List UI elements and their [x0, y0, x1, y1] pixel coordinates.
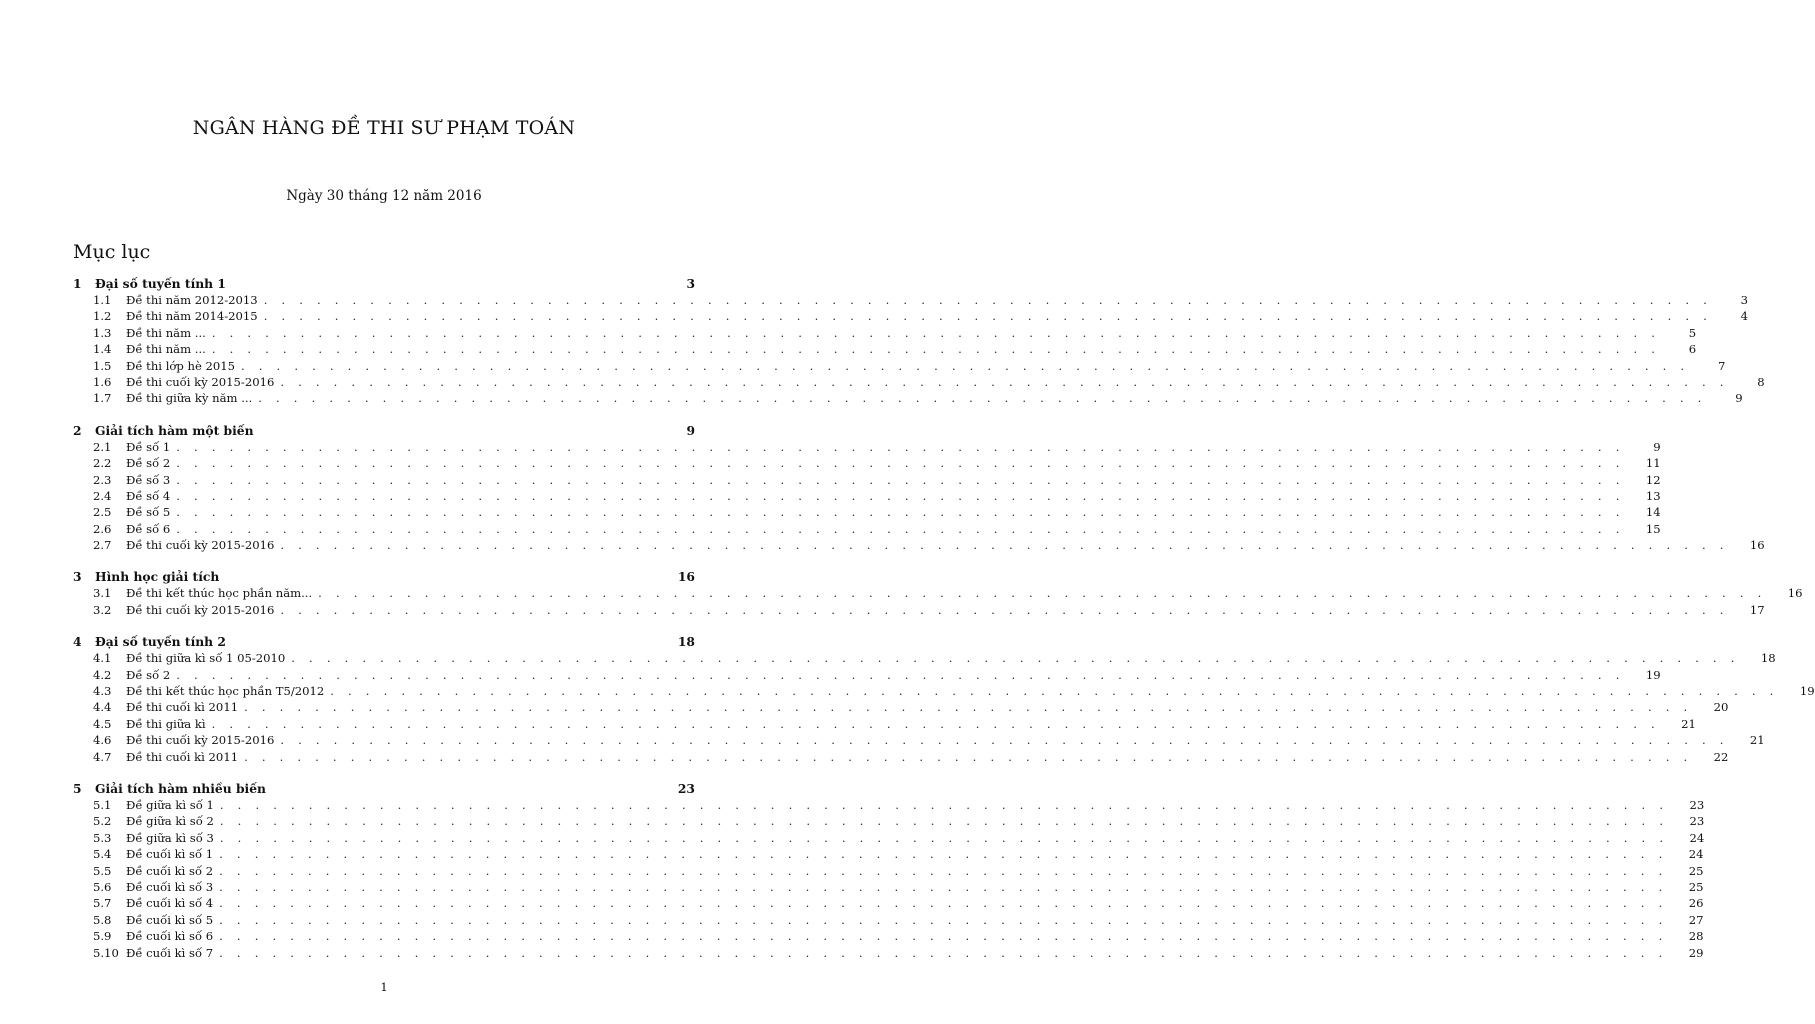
toc-subsection-number: 5.10: [93, 945, 119, 960]
toc-subsection-number: 5.2: [93, 814, 112, 829]
toc-section-entry[interactable]: [73, 422, 695, 439]
toc-section-title: Giải tích hàm nhiều biến: [95, 780, 266, 796]
toc-subsection-number: 5.3: [93, 830, 112, 845]
toc-subsection-number: 4.1: [93, 651, 112, 666]
toc-subsection-number: 5.9: [93, 929, 112, 944]
toc-section: [73, 568, 1803, 618]
toc-subsection-title: Đề thi cuối kỳ 2015-2016: [126, 538, 275, 553]
toc-subsection-title: Đề thi cuối kỳ 2015-2016: [126, 733, 275, 748]
toc-subsection-title: Đề cuối kì số 1: [126, 847, 214, 862]
toc-subsection-number: 1.5: [93, 358, 112, 373]
toc-subsection-entry[interactable]: [73, 455, 1661, 471]
toc-section-entry[interactable]: [73, 275, 695, 292]
toc-section-page: 16: [677, 569, 695, 585]
toc-subsection-title: Đề thi giữa kì: [126, 716, 206, 731]
toc-section-entry[interactable]: [73, 780, 695, 797]
toc-subsection-title: Đề cuối kì số 3: [126, 879, 214, 894]
document-date: Ngày 30 tháng 12 năm 2016: [286, 188, 482, 204]
toc-dot-leader: . . . . . . . . . . . . . . . . . . . . . . . . . . . . . . . . . . . . . . . . . . . . . . . . . . . . . . . . . . . . . . . . . . . . . . . . . . . . . . . . . .: [176, 505, 1625, 520]
toc-subsection-entry[interactable]: [73, 650, 1776, 666]
toc-subsection-number: 5.8: [93, 912, 112, 927]
toc-subsection-page: 24: [1689, 830, 1705, 845]
toc-subsection-entry[interactable]: [73, 928, 1704, 944]
toc-subsection-entry[interactable]: [73, 683, 1815, 699]
toc-section-title: Đại số tuyến tính 1: [95, 276, 226, 291]
toc-dot-leader: . . . . . . . . . . . . . . . . . . . . . . . . . . . . . . . . . . . . . . . . . . . . . . . . . . . . . . . . . . . . . . . . . . . . . . . . . . . . . . . . . .: [211, 342, 1661, 357]
toc-subsection-page: 16: [1749, 538, 1765, 553]
toc-dot-leader: . . . . . . . . . . . . . . . . . . . . . . . . . . . . . . . . . . . . . . . . . . . . . . . . . . . . . . . . . . . . . . . . . . . . . . . . . . . . . . . . . .: [318, 586, 1767, 601]
toc-subsection-page: 8: [1757, 374, 1765, 389]
toc-subsection-number: 1.7: [93, 391, 112, 406]
toc-subsection-entry[interactable]: [73, 488, 1661, 504]
toc-dot-leader: . . . . . . . . . . . . . . . . . . . . . . . . . . . . . . . . . . . . . . . . . . . . . . . . . . . . . . . . . . . . . . . . . . . . . . . . . . . . . . . . . .: [291, 651, 1740, 666]
toc-subsection-entry[interactable]: [73, 895, 1704, 911]
toc-dot-leader: . . . . . . . . . . . . . . . . . . . . . . . . . . . . . . . . . . . . . . . . . . . . . . . . . . . . . . . . . . . . . . . . . . . . . . . . . . . . . . . . . .: [263, 293, 1712, 307]
toc-dot-leader: . . . . . . . . . . . . . . . . . . . . . . . . . . . . . . . . . . . . . . . . . . . . . . . . . . . . . . . . . . . . . . . . . . . . . . . . . . . . . . . . . .: [244, 749, 1693, 764]
toc-subsection-number: 4.7: [93, 749, 112, 764]
toc-section-number: 5: [73, 780, 82, 796]
toc-subsection-entry[interactable]: [73, 879, 1704, 895]
toc-subsection-title: Đề số 2: [126, 667, 171, 682]
toc-subsection-number: 2.4: [93, 488, 112, 503]
toc-subsection-title: Đề thi lớp hè 2015: [126, 358, 236, 373]
toc-subsection-number: 2.6: [93, 521, 112, 536]
toc-subsection-entry[interactable]: [73, 292, 1748, 308]
toc-subsection-entry[interactable]: [73, 602, 1765, 618]
toc-subsection-number: 4.6: [93, 733, 112, 748]
toc-subsection-title: Đề cuối kì số 5: [126, 912, 214, 927]
toc-subsection-number: 3.1: [93, 586, 112, 601]
toc-subsection-entry[interactable]: [73, 390, 1743, 406]
toc-heading: Mục lục: [73, 241, 151, 263]
toc-subsection-number: 1.6: [93, 374, 112, 389]
toc-subsection-title: Đề số 4: [126, 488, 171, 503]
toc-subsection-number: 2.3: [93, 472, 112, 487]
toc-dot-leader: . . . . . . . . . . . . . . . . . . . . . . . . . . . . . . . . . . . . . . . . . . . . . . . . . . . . . . . . . . . . . . . . . . . . . . . . . . . . . . . . . .: [219, 879, 1668, 894]
toc-dot-leader: . . . . . . . . . . . . . . . . . . . . . . . . . . . . . . . . . . . . . . . . . . . . . . . . . . . . . . . . . . . . . . . . . . . . . . . . . . . . . . . . . .: [219, 814, 1669, 829]
toc-subsection-number: 1.3: [93, 325, 112, 340]
toc-subsection-page: 11: [1645, 456, 1661, 471]
toc-subsection-page: 7: [1717, 358, 1726, 373]
toc-subsection-entry[interactable]: [73, 667, 1661, 683]
toc-subsection-entry[interactable]: [73, 585, 1803, 601]
toc-subsection-title: Đề thi giữa kì số 1 05-2010: [126, 651, 286, 666]
toc-subsection-entry[interactable]: [73, 813, 1705, 829]
toc-section-number: 4: [73, 634, 82, 650]
toc-subsection-page: 4: [1740, 309, 1748, 324]
toc-section-page: 3: [686, 276, 695, 291]
toc-subsection-title: Đề thi cuối kỳ 2015-2016: [126, 602, 275, 617]
toc-dot-leader: . . . . . . . . . . . . . . . . . . . . . . . . . . . . . . . . . . . . . . . . . . . . . . . . . . . . . . . . . . . . . . . . . . . . . . . . . . . . . . . . . .: [280, 602, 1729, 617]
toc-section-entry[interactable]: [73, 568, 695, 585]
toc-subsection-number: 2.1: [93, 439, 112, 454]
toc-dot-leader: . . . . . . . . . . . . . . . . . . . . . . . . . . . . . . . . . . . . . . . . . . . . . . . . . . . . . . . . . . . . . . . . . . . . . . . . . . . . . . . . . .: [211, 325, 1661, 340]
toc-subsection-entry[interactable]: [73, 749, 1729, 765]
toc-dot-leader: . . . . . . . . . . . . . . . . . . . . . . . . . . . . . . . . . . . . . . . . . . . . . . . . . . . . . . . . . . . . . . . . . . . . . . . . . . . . . . . . . .: [176, 472, 1625, 487]
toc-subsection-title: Đề thi năm ...: [126, 342, 206, 357]
toc-subsection-title: Đề giữa kì số 1: [126, 797, 214, 812]
toc-subsection-title: Đề thi kết thúc học phần năm...: [126, 586, 313, 601]
toc-dot-leader: . . . . . . . . . . . . . . . . . . . . . . . . . . . . . . . . . . . . . . . . . . . . . . . . . . . . . . . . . . . . . . . . . . . . . . . . . . . . . . . . . .: [176, 439, 1625, 454]
toc-subsection-page: 26: [1688, 896, 1704, 911]
toc-subsection-entry[interactable]: [73, 732, 1765, 748]
toc-subsection-entry[interactable]: [73, 797, 1705, 813]
toc-subsection-title: Đề giữa kì số 2: [126, 814, 214, 829]
toc-dot-leader: . . . . . . . . . . . . . . . . . . . . . . . . . . . . . . . . . . . . . . . . . . . . . . . . . . . . . . . . . . . . . . . . . . . . . . . . . . . . . . . . . .: [219, 896, 1668, 911]
toc-subsection-page: 24: [1688, 847, 1704, 862]
toc-section-number: 3: [73, 569, 82, 585]
toc-subsection-title: Đề thi kết thúc học phần T5/2012: [126, 684, 325, 699]
toc-subsection-number: 2.5: [93, 505, 112, 520]
toc-subsection-entry[interactable]: [73, 699, 1729, 715]
toc-subsection-page: 9: [1735, 391, 1743, 406]
toc-section-number: 1: [73, 276, 82, 291]
toc-subsection-page: 21: [1749, 733, 1765, 748]
toc-subsection-title: Đề thi năm ...: [126, 325, 206, 340]
toc-subsection-title: Đề thi giữa kỳ năm ...: [126, 391, 253, 406]
toc-section-title: Đại số tuyến tính 2: [95, 634, 226, 650]
toc-subsection-page: 3: [1740, 293, 1748, 307]
toc-dot-leader: . . . . . . . . . . . . . . . . . . . . . . . . . . . . . . . . . . . . . . . . . . . . . . . . . . . . . . . . . . . . . . . . . . . . . . . . . . . . . . . . . .: [176, 456, 1625, 471]
toc-subsection-number: 4.2: [93, 667, 112, 682]
toc-subsection-entry[interactable]: [73, 846, 1704, 862]
toc-subsection-title: Đề thi cuối kỳ 2015-2016: [126, 374, 275, 389]
toc-subsection-number: 5.5: [93, 863, 112, 878]
toc-section-title: Giải tích hàm một biến: [95, 422, 254, 438]
toc-subsection-title: Đề số 6: [126, 521, 171, 536]
toc-subsection-number: 2.2: [93, 456, 112, 471]
toc-dot-leader: . . . . . . . . . . . . . . . . . . . . . . . . . . . . . . . . . . . . . . . . . . . . . . . . . . . . . . . . . . . . . . . . . . . . . . . . . . . . . . . . . .: [176, 667, 1625, 682]
toc-subsection-page: 12: [1645, 472, 1661, 487]
toc-subsection-title: Đề cuối kì số 4: [126, 896, 214, 911]
toc-subsection-title: Đề thi cuối kì 2011: [126, 749, 239, 764]
toc-subsection-entry[interactable]: [73, 358, 1726, 374]
toc-subsection-number: 2.7: [93, 538, 112, 553]
toc-subsection-page: 19: [1799, 684, 1815, 699]
toc-dot-leader: . . . . . . . . . . . . . . . . . . . . . . . . . . . . . . . . . . . . . . . . . . . . . . . . . . . . . . . . . . . . . . . . . . . . . . . . . . . . . . . . . .: [244, 700, 1693, 715]
toc-subsection-entry[interactable]: [73, 504, 1661, 520]
toc-section: [73, 633, 1815, 765]
toc-subsection-entry[interactable]: [73, 912, 1704, 928]
toc-subsection-entry[interactable]: [73, 863, 1704, 879]
toc-subsection-number: 1.2: [93, 309, 112, 324]
toc-subsection-title: Đề cuối kì số 6: [126, 929, 214, 944]
toc-subsection-number: 5.4: [93, 847, 112, 862]
toc-subsection-entry[interactable]: [73, 472, 1661, 488]
toc-dot-leader: . . . . . . . . . . . . . . . . . . . . . . . . . . . . . . . . . . . . . . . . . . . . . . . . . . . . . . . . . . . . . . . . . . . . . . . . . . . . . . . . . .: [211, 716, 1660, 731]
toc-subsection-number: 3.2: [93, 602, 112, 617]
toc-subsection-page: 9: [1653, 439, 1661, 454]
toc-dot-leader: . . . . . . . . . . . . . . . . . . . . . . . . . . . . . . . . . . . . . . . . . . . . . . . . . . . . . . . . . . . . . . . . . . . . . . . . . . . . . . . . . .: [176, 521, 1625, 536]
toc-subsection-page: 23: [1689, 797, 1705, 812]
toc-subsection-page: 17: [1749, 602, 1765, 617]
toc-subsection-page: 27: [1688, 912, 1704, 927]
toc-subsection-title: Đề thi năm 2014-2015: [126, 309, 258, 324]
toc-dot-leader: . . . . . . . . . . . . . . . . . . . . . . . . . . . . . . . . . . . . . . . . . . . . . . . . . . . . . . . . . . . . . . . . . . . . . . . . . . . . . . . . . .: [280, 733, 1729, 748]
toc-subsection-title: Đề số 5: [126, 505, 171, 520]
toc-dot-leader: . . . . . . . . . . . . . . . . . . . . . . . . . . . . . . . . . . . . . . . . . . . . . . . . . . . . . . . . . . . . . . . . . . . . . . . . . . . . . . . . . .: [219, 945, 1668, 960]
toc-subsection-page: 5: [1688, 325, 1697, 340]
toc-subsection-page: 25: [1688, 863, 1704, 878]
toc-subsection-entry[interactable]: [73, 521, 1661, 537]
toc-subsection-number: 5.6: [93, 879, 112, 894]
toc-dot-leader: . . . . . . . . . . . . . . . . . . . . . . . . . . . . . . . . . . . . . . . . . . . . . . . . . . . . . . . . . . . . . . . . . . . . . . . . . . . . . . . . . .: [258, 391, 1707, 406]
toc-subsection-page: 23: [1689, 814, 1705, 829]
toc-section-title: Hình học giải tích: [95, 569, 220, 585]
toc-subsection-page: 28: [1688, 929, 1704, 944]
toc-subsection-title: Đề thi năm 2012-2013: [126, 293, 258, 307]
toc-section: [73, 422, 1765, 554]
toc-subsection-entry[interactable]: [73, 537, 1765, 553]
toc-subsection-entry[interactable]: [73, 308, 1748, 324]
toc-subsection-title: Đề giữa kì số 3: [126, 830, 214, 845]
toc-subsection-page: 22: [1713, 749, 1729, 764]
toc-subsection-page: 16: [1787, 586, 1803, 601]
toc-subsection-page: 14: [1645, 505, 1661, 520]
toc-subsection-title: Đề thi cuối kì 2011: [126, 700, 239, 715]
toc-section-number: 2: [73, 422, 82, 438]
toc-dot-leader: . . . . . . . . . . . . . . . . . . . . . . . . . . . . . . . . . . . . . . . . . . . . . . . . . . . . . . . . . . . . . . . . . . . . . . . . . . . . . . . . . .: [280, 374, 1729, 389]
toc-subsection-page: 13: [1645, 488, 1661, 503]
toc-subsection-number: 1.1: [93, 293, 112, 307]
toc-section-page: 9: [686, 422, 695, 438]
toc-section: [73, 780, 1705, 961]
toc-subsection-title: Đề số 3: [126, 472, 171, 487]
toc-subsection-entry[interactable]: [73, 716, 1696, 732]
toc-subsection-page: 29: [1688, 945, 1704, 960]
toc-subsection-title: Đề cuối kì số 7: [126, 945, 214, 960]
toc-section: [73, 275, 1765, 407]
toc-dot-leader: . . . . . . . . . . . . . . . . . . . . . . . . . . . . . . . . . . . . . . . . . . . . . . . . . . . . . . . . . . . . . . . . . . . . . . . . . . . . . . . . . .: [241, 358, 1690, 373]
toc-dot-leader: . . . . . . . . . . . . . . . . . . . . . . . . . . . . . . . . . . . . . . . . . . . . . . . . . . . . . . . . . . . . . . . . . . . . . . . . . . . . . . . . . .: [219, 929, 1668, 944]
toc-subsection-entry[interactable]: [73, 374, 1765, 390]
toc-subsection-page: 25: [1688, 879, 1704, 894]
toc-dot-leader: . . . . . . . . . . . . . . . . . . . . . . . . . . . . . . . . . . . . . . . . . . . . . . . . . . . . . . . . . . . . . . . . . . . . . . . . . . . . . . . . . .: [263, 309, 1712, 324]
toc-dot-leader: . . . . . . . . . . . . . . . . . . . . . . . . . . . . . . . . . . . . . . . . . . . . . . . . . . . . . . . . . . . . . . . . . . . . . . . . . . . . . . . . . .: [280, 538, 1729, 553]
toc-subsection-number: 1.4: [93, 342, 112, 357]
toc-dot-leader: . . . . . . . . . . . . . . . . . . . . . . . . . . . . . . . . . . . . . . . . . . . . . . . . . . . . . . . . . . . . . . . . . . . . . . . . . . . . . . . . . .: [219, 830, 1669, 845]
document-title: NGÂN HÀNG ĐỀ THI SƯ PHẠM TOÁN: [192, 117, 576, 139]
toc-subsection-page: 20: [1713, 700, 1729, 715]
toc-section-page: 18: [677, 634, 695, 650]
toc-dot-leader: . . . . . . . . . . . . . . . . . . . . . . . . . . . . . . . . . . . . . . . . . . . . . . . . . . . . . . . . . . . . . . . . . . . . . . . . . . . . . . . . . .: [219, 912, 1668, 927]
toc-dot-leader: . . . . . . . . . . . . . . . . . . . . . . . . . . . . . . . . . . . . . . . . . . . . . . . . . . . . . . . . . . . . . . . . . . . . . . . . . . . . . . . . . .: [219, 863, 1668, 878]
toc-subsection-page: 19: [1645, 667, 1661, 682]
table-of-contents: [73, 275, 1815, 976]
toc-subsection-entry[interactable]: [73, 945, 1704, 961]
toc-subsection-title: Đề số 2: [126, 456, 171, 471]
toc-subsection-entry[interactable]: [73, 439, 1661, 455]
toc-dot-leader: . . . . . . . . . . . . . . . . . . . . . . . . . . . . . . . . . . . . . . . . . . . . . . . . . . . . . . . . . . . . . . . . . . . . . . . . . . . . . . . . . .: [330, 684, 1779, 699]
toc-subsection-page: 6: [1688, 342, 1697, 357]
toc-subsection-entry[interactable]: [73, 341, 1697, 357]
toc-subsection-number: 4.4: [93, 700, 112, 715]
toc-dot-leader: . . . . . . . . . . . . . . . . . . . . . . . . . . . . . . . . . . . . . . . . . . . . . . . . . . . . . . . . . . . . . . . . . . . . . . . . . . . . . . . . . .: [219, 797, 1669, 812]
toc-subsection-page: 18: [1760, 651, 1776, 666]
toc-subsection-number: 5.1: [93, 797, 112, 812]
page-number: 1: [380, 980, 388, 994]
toc-subsection-number: 4.5: [93, 716, 112, 731]
toc-dot-leader: . . . . . . . . . . . . . . . . . . . . . . . . . . . . . . . . . . . . . . . . . . . . . . . . . . . . . . . . . . . . . . . . . . . . . . . . . . . . . . . . . .: [219, 847, 1668, 862]
toc-section-page: 23: [677, 780, 695, 796]
toc-subsection-number: 5.7: [93, 896, 112, 911]
toc-subsection-page: 15: [1645, 521, 1661, 536]
toc-dot-leader: . . . . . . . . . . . . . . . . . . . . . . . . . . . . . . . . . . . . . . . . . . . . . . . . . . . . . . . . . . . . . . . . . . . . . . . . . . . . . . . . . .: [176, 488, 1625, 503]
toc-subsection-entry[interactable]: [73, 325, 1697, 341]
toc-section-entry[interactable]: [73, 633, 695, 650]
toc-subsection-page: 21: [1681, 716, 1696, 731]
toc-subsection-number: 4.3: [93, 684, 112, 699]
toc-subsection-title: Đề cuối kì số 2: [126, 863, 214, 878]
toc-subsection-entry[interactable]: [73, 830, 1705, 846]
toc-subsection-title: Đề số 1: [126, 439, 171, 454]
